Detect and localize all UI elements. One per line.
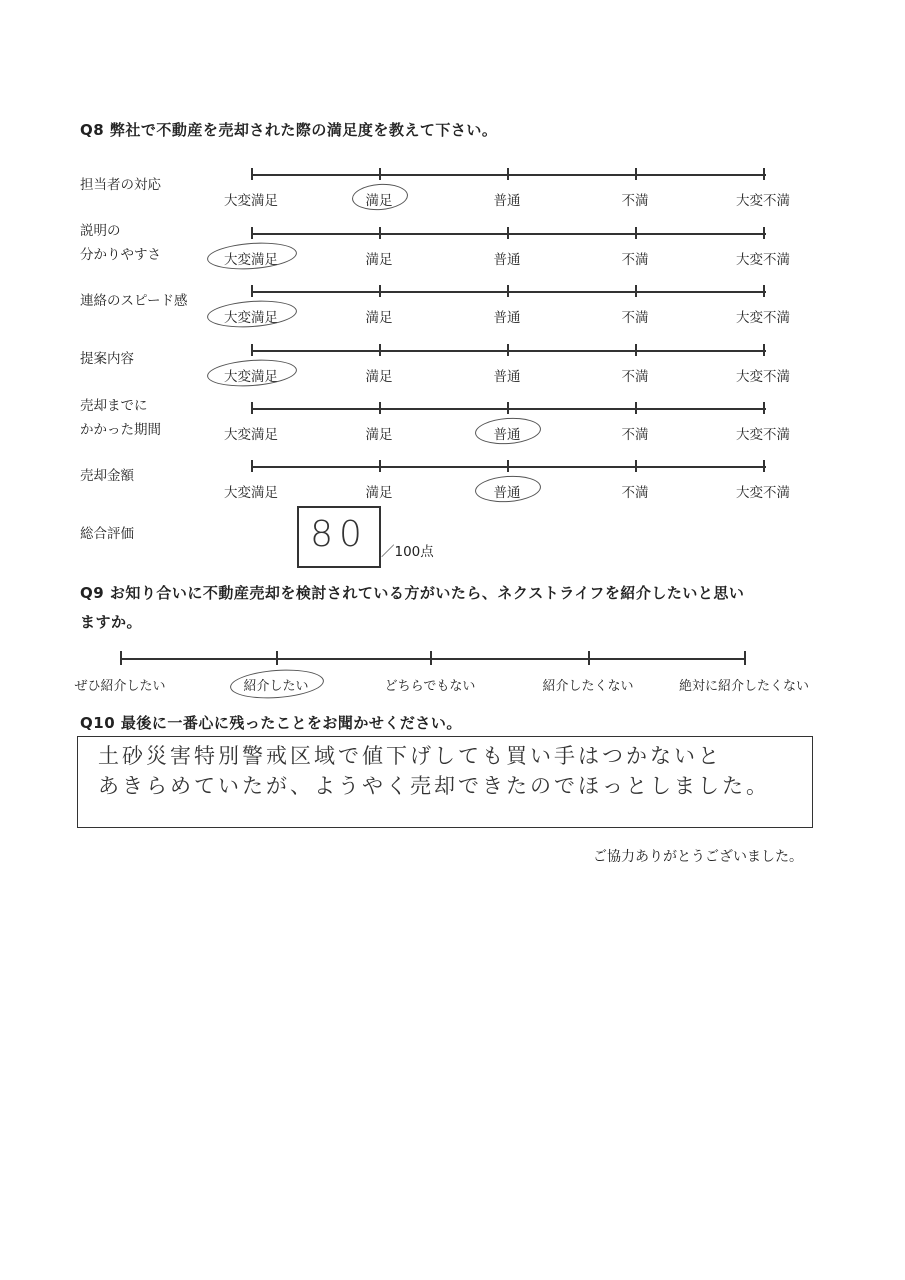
- scale-tick: [379, 460, 381, 472]
- rating-scale[interactable]: [224, 174, 790, 209]
- overall-label: 総合評価: [80, 526, 134, 542]
- scale-tick: [588, 651, 590, 665]
- scale-tick: [635, 285, 637, 297]
- scale-tick: [507, 402, 509, 414]
- option-label[interactable]: 大変不満: [736, 369, 790, 385]
- row-label-line: 提案内容: [80, 351, 134, 367]
- scale-tick: [635, 344, 637, 356]
- selection-circle: [229, 667, 325, 701]
- option-label[interactable]: 大変満足: [224, 485, 278, 501]
- scale-tick: [744, 651, 746, 665]
- row-label: [80, 394, 161, 442]
- row-label-line: 連絡のスピード感: [80, 293, 188, 309]
- option-label[interactable]: 満足: [365, 193, 393, 209]
- scale-tick: [635, 168, 637, 180]
- q9-option-label[interactable]: 絶対に紹介したくない: [678, 679, 810, 694]
- q9-scale[interactable]: [74, 658, 810, 694]
- scale-tick: [763, 460, 765, 472]
- scale-tick: [430, 651, 432, 665]
- scale-line: [251, 408, 766, 410]
- option-label[interactable]: 不満: [621, 485, 649, 501]
- scale-tick: [507, 168, 509, 180]
- option-label[interactable]: 大変満足: [224, 427, 278, 443]
- scale-tick: [763, 285, 765, 297]
- q9-option-label[interactable]: 紹介したくない: [542, 679, 634, 694]
- option-label[interactable]: 不満: [621, 369, 649, 385]
- scale-line: [120, 658, 745, 660]
- option-label[interactable]: 大変不満: [736, 427, 790, 443]
- row-label: [80, 289, 187, 313]
- selection-circle: [351, 182, 409, 212]
- rating-scale[interactable]: [224, 233, 790, 268]
- option-label[interactable]: 普通: [493, 485, 521, 501]
- row-label: [80, 173, 161, 197]
- selection-circle: [206, 298, 298, 330]
- scale-tick: [507, 344, 509, 356]
- selection-circle: [474, 474, 542, 505]
- row-label-line: かかった期間: [80, 422, 161, 438]
- row-label-line: 担当者の対応: [80, 177, 161, 193]
- scale-line: [251, 174, 766, 176]
- q9-option-label[interactable]: ぜひ紹介したい: [74, 679, 166, 694]
- scale-tick: [635, 227, 637, 239]
- scale-tick: [379, 344, 381, 356]
- option-label[interactable]: 不満: [621, 427, 649, 443]
- scale-tick: [251, 285, 253, 297]
- rating-scale[interactable]: [224, 408, 790, 443]
- option-label[interactable]: 大変不満: [736, 310, 790, 326]
- scale-tick: [251, 344, 253, 356]
- selection-circle: [206, 357, 298, 389]
- selection-circle: [474, 416, 542, 447]
- q9-option-label[interactable]: 紹介したい: [243, 679, 309, 694]
- row-label: [80, 464, 134, 488]
- q9-option-label[interactable]: どちらでもない: [384, 679, 476, 694]
- scale-tick: [379, 168, 381, 180]
- scale-tick: [251, 168, 253, 180]
- rating-scale[interactable]: [224, 291, 790, 326]
- answer-line: あきらめていたが、ようやく売却できたのでほっとしました。: [98, 774, 770, 798]
- option-label[interactable]: 普通: [493, 193, 521, 209]
- option-label[interactable]: 不満: [621, 310, 649, 326]
- scale-tick: [251, 460, 253, 472]
- answer-line: 土砂災害特別警戒区域で値下げしても買い手はつかないと: [98, 744, 722, 768]
- score-value: 80: [310, 514, 368, 555]
- scale-tick: [276, 651, 278, 665]
- score-box[interactable]: [297, 506, 381, 568]
- option-label[interactable]: 大変満足: [224, 310, 278, 326]
- option-label[interactable]: 満足: [365, 310, 393, 326]
- option-label[interactable]: 大変満足: [224, 369, 278, 385]
- row-label: [80, 347, 134, 371]
- scale-line: [251, 291, 766, 293]
- scale-tick: [507, 285, 509, 297]
- option-label[interactable]: 大変満足: [224, 252, 278, 268]
- option-label[interactable]: 不満: [621, 252, 649, 268]
- q9-title-cont: ますか。: [80, 613, 143, 631]
- scale-tick: [763, 402, 765, 414]
- scale-line: [251, 233, 766, 235]
- scale-tick: [635, 460, 637, 472]
- scale-tick: [379, 227, 381, 239]
- option-label[interactable]: 大変満足: [224, 193, 278, 209]
- scale-line: [251, 466, 766, 468]
- scale-tick: [507, 460, 509, 472]
- option-label[interactable]: 大変不満: [736, 252, 790, 268]
- q9-title: Q9 お知り合いに不動産売却を検討されている方がいたら、ネクストライフを紹介したいと思い: [80, 584, 745, 602]
- scale-line: [251, 350, 766, 352]
- scale-tick: [507, 227, 509, 239]
- thanks-message: ご協力ありがとうございました。: [593, 849, 803, 865]
- rating-scale[interactable]: [224, 466, 790, 501]
- row-label-line: 説明の: [80, 223, 121, 239]
- option-label[interactable]: 不満: [621, 193, 649, 209]
- q10-title: Q10 最後に一番心に残ったことをお聞かせください。: [80, 714, 462, 732]
- scale-tick: [763, 227, 765, 239]
- option-label[interactable]: 普通: [493, 252, 521, 268]
- option-label[interactable]: 大変不満: [736, 193, 790, 209]
- row-label-line: 売却までに: [80, 398, 148, 414]
- option-label[interactable]: 満足: [365, 427, 393, 443]
- rating-scale[interactable]: [224, 350, 790, 385]
- row-label-line: 売却金額: [80, 468, 134, 484]
- answer-box[interactable]: [77, 736, 813, 828]
- scale-tick: [251, 402, 253, 414]
- selection-circle: [206, 240, 298, 272]
- option-label[interactable]: 普通: [493, 427, 521, 443]
- option-label[interactable]: 満足: [365, 252, 393, 268]
- option-label[interactable]: 満足: [365, 369, 393, 385]
- scale-tick: [763, 344, 765, 356]
- scale-tick: [251, 227, 253, 239]
- handwritten-answer: [98, 741, 798, 801]
- scale-tick: [763, 168, 765, 180]
- row-label: [80, 219, 161, 267]
- scale-tick: [379, 402, 381, 414]
- option-label[interactable]: 大変不満: [736, 485, 790, 501]
- scale-tick: [635, 402, 637, 414]
- option-label[interactable]: 普通: [493, 310, 521, 326]
- q8-title: Q8 弊社で不動産を売却された際の満足度を教えて下さい。: [80, 121, 498, 139]
- score-max: ／100点: [381, 544, 434, 560]
- option-label[interactable]: 普通: [493, 369, 521, 385]
- scale-tick: [379, 285, 381, 297]
- scale-tick: [120, 651, 122, 665]
- option-label[interactable]: 満足: [365, 485, 393, 501]
- row-label-line: 分かりやすさ: [80, 247, 161, 263]
